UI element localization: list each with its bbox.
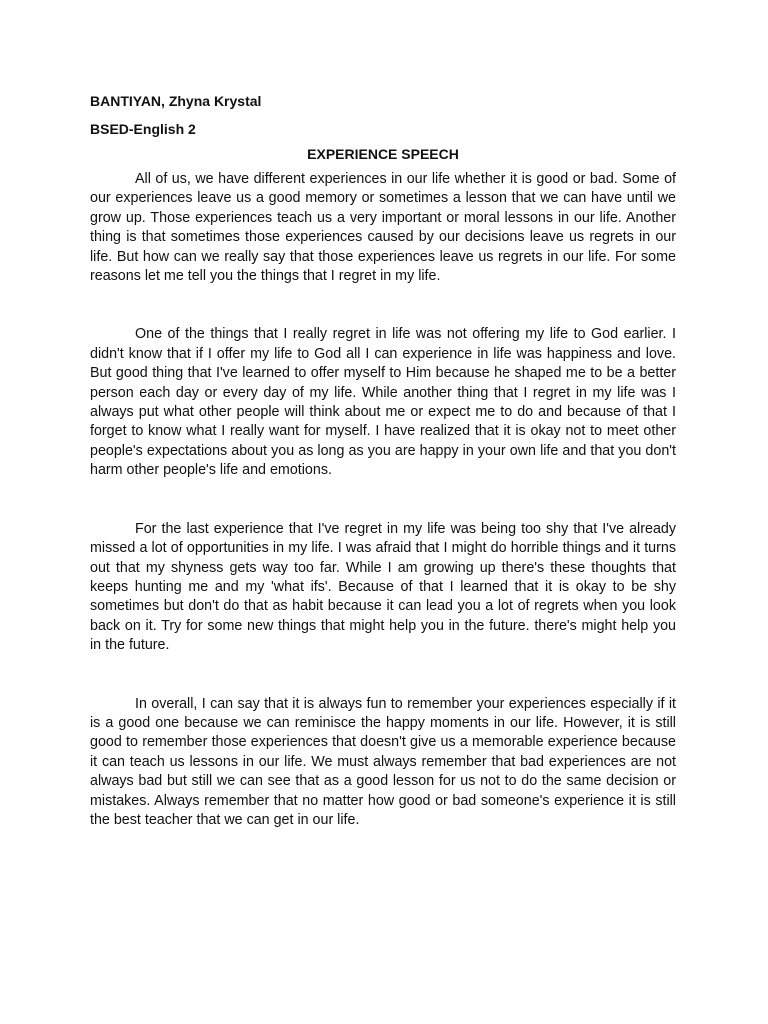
student-name: BANTIYAN, Zhyna Krystal [90, 93, 262, 109]
paragraph-intro: All of us, we have different experiences in our life whether it is good or bad. Some of our experiences leave us a good memory or sometimes a lesson that we can have until we grow up. Those experiences teach us a very important or moral lessons in our life. Another thing is that sometimes those experiences caused by our decisions leave us regrets in our life. But how can we really say that those experiences leave us regrets in our life. For some reasons let me tell you the things that I regret in my life. [90, 171, 676, 285]
course-line: BSED-English 2 [90, 121, 196, 137]
paragraph-conclusion: In overall, I can say that it is always fun to remember your experiences especially if it is a good one because we can reminisce the happy moments in our life. However, it is still good to remember those experiences that doesn't give us a memorable experience because it can teach us lessons in our life. We must always remember that bad experiences are not always bad but still we can see that as a good lesson for us not to do the same decision or mistakes. Always remember that no matter how good or bad someone's experience it is still the best teacher that we can get in our life. [90, 695, 676, 828]
paragraph-regret-god: One of the things that I really regret in life was not offering my life to God earlier. I didn't know that if I offer my life to God all I can experience in life was happiness and love. But good thing that I've learned to offer myself to Him because he shaped me to be a better person each day or every day of my life. While another thing that I regret in my life was I always put what other people will think about me or expect me to do and because of that I forget to know what I really want for myself. I have realized that it is okay not to meet other people's expectations about you as long as you are happy in your own life and that you don't harm other people's life and emotions. [90, 326, 676, 479]
document-title: EXPERIENCE SPEECH [307, 146, 459, 162]
document-page [90, 92, 676, 830]
paragraph-regret-shyness: For the last experience that I've regret in my life was being too shy that I've already missed a lot of opportunities in my life. I was afraid that I might do horrible things and it turns out that my shyness gets way too far. While I am growing up there's these thoughts that keeps hunting me and my 'what ifs'. Because of that I learned that it is okay to be shy sometimes but don't do that as habit because it can lead you a lot of regrets when you look back on it. Try for some new things that might help you in the future. there's might help you in the future. [90, 520, 676, 654]
